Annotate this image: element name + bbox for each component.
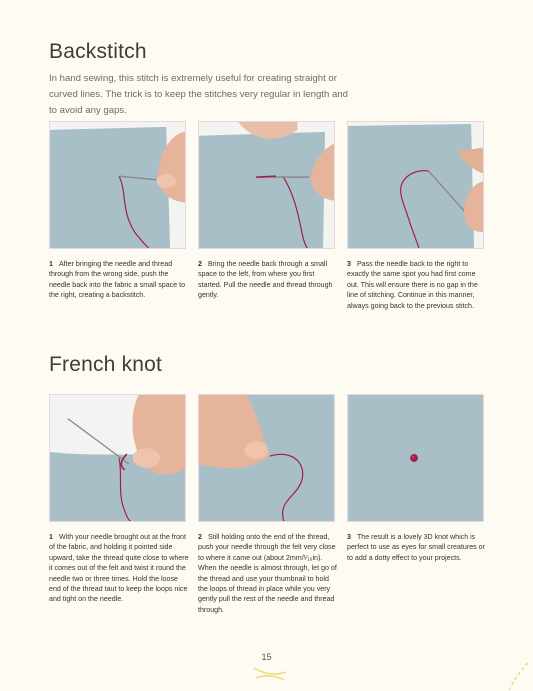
step-number: 2: [198, 260, 202, 268]
french-knot-photo-3: [347, 394, 484, 522]
stitch-decoration-icon: [250, 664, 290, 684]
step-text: Bring the needle back through a small space to the left, from where you first started. Pull the needle and thread through gently.: [198, 260, 333, 300]
backstitch-photo-1: [49, 121, 186, 249]
step-number: 1: [49, 533, 53, 541]
backstitch-step-3: [347, 259, 487, 311]
backstitch-photo-2: [198, 121, 335, 249]
step-text: With your needle brought out at the front of the fabric, and holding it pointed side upward, take the thread quite close to where it comes out of the felt and twist it round the needle two or three times. Hold the loose end of the thread taut to keep the loops nice and tight on the needle.: [49, 533, 189, 604]
french-knot-step-1: [49, 532, 189, 605]
backstitch-step-2: [198, 259, 338, 301]
french-knot-photo-2: [198, 394, 335, 522]
step-number: 1: [49, 260, 53, 268]
backstitch-step-1: [49, 259, 189, 301]
step-number: 3: [347, 260, 351, 268]
backstitch-photo-3: [347, 121, 484, 249]
backstitch-title: Backstitch: [49, 40, 147, 63]
step-text: The result is a lovely 3D knot which is perfect to use as eyes for small creatures or to add a dotty effect to your projects.: [347, 533, 485, 562]
step-text: After bringing the needle and thread through from the wrong side, push the needle back into the fabric a small space to the right, creating a backstitch.: [49, 260, 186, 300]
french-knot-photo-1: [49, 394, 186, 522]
backstitch-intro: In hand sewing, this stitch is extremely useful for creating straight or curved lines. The trick is to keep the stitches very regular in length and to avoid any gaps.: [49, 73, 348, 116]
step-number: 2: [198, 533, 202, 541]
step-number: 3: [347, 533, 351, 541]
page-number: 15: [261, 652, 272, 662]
french-knot-step-2: [198, 532, 338, 615]
french-knot-title: French knot: [49, 353, 163, 376]
corner-decoration-icon: [505, 660, 533, 691]
step-text: Still holding onto the end of the thread, push your needle through the felt very close to where it came out (about 2mm/¹⁄₁₆in). When the needle is almost through, let go of the thread and use your thumbnail to hold the loops of thread in place while you very gently pull the rest of the needle and thread through.: [198, 533, 337, 614]
french-knot-step-3: [347, 532, 487, 563]
step-text: Pass the needle back to the right to exactly the same spot you had first come out. This will ensure there is no gap in the line of stitching. Continue in this manner, always going back to the previous stitch.: [347, 260, 478, 310]
